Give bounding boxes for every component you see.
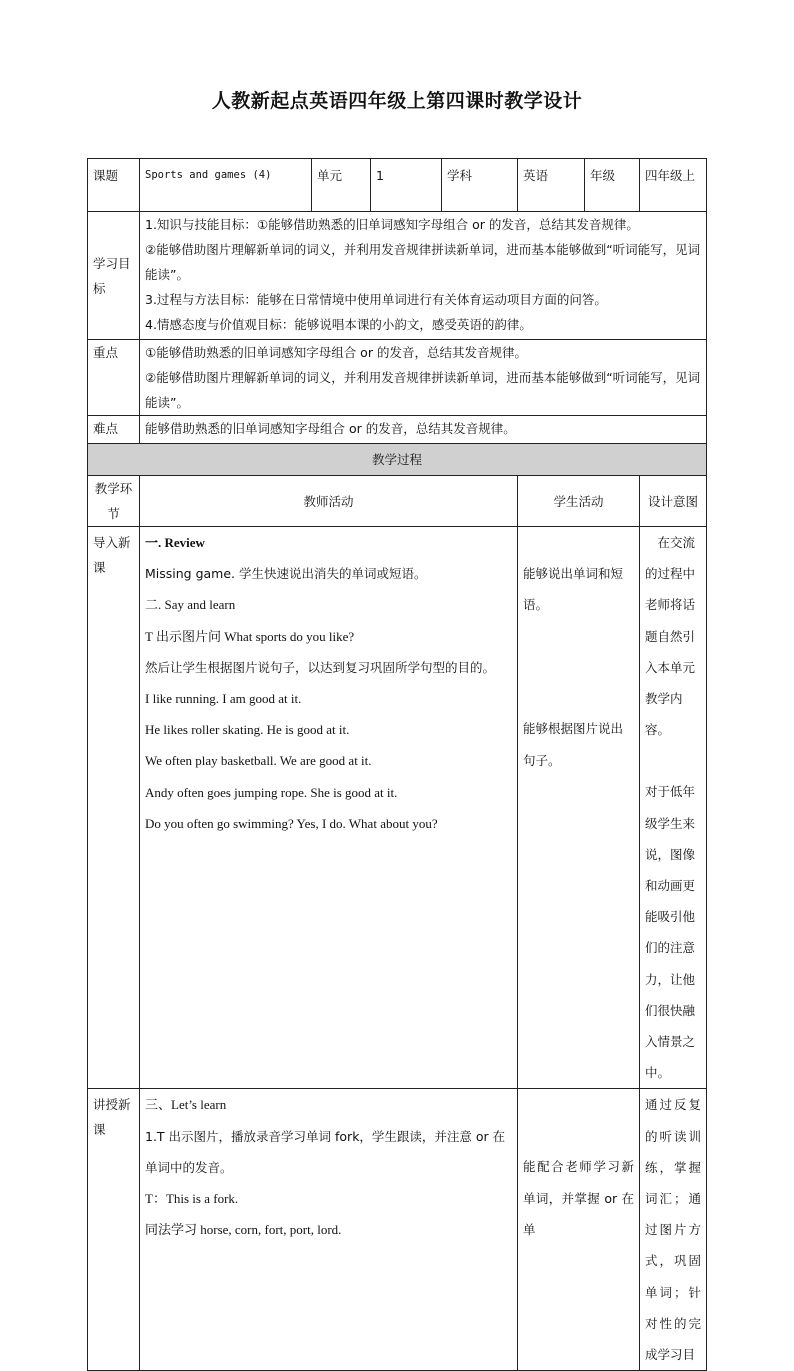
- teacher-line: Missing game. 学生快速说出消失的单词或短语。: [145, 566, 427, 582]
- process-title: 教学过程: [88, 444, 707, 476]
- process-row-intro: [88, 527, 707, 1089]
- intent-note: 对于低年级学生来说，图像和动画更能吸引他们的注意力，让他们很快融入情景之中。: [645, 784, 696, 1081]
- col-header-teacher: 教师活动: [140, 476, 518, 527]
- teacher-line: T：This is a fork.: [145, 1191, 239, 1207]
- teacher-line: Andy often goes jumping rope. She is good at it.: [145, 784, 398, 800]
- key-points-label: 重点: [88, 340, 140, 416]
- col-header-intent: 设计意图: [640, 476, 707, 527]
- page-title: 人教新起点英语四年级上第四课时教学设计: [211, 90, 583, 112]
- key-points-row: [88, 340, 707, 416]
- teacher-line: 三、Let’s learn: [145, 1097, 227, 1113]
- header-row: [88, 159, 707, 212]
- teacher-activity-intro: [140, 527, 518, 1089]
- unit-value: 1: [371, 159, 442, 212]
- key-point-line: ①能够借助熟悉的旧单词感知字母组合 or 的发音，总结其发音规律。: [145, 345, 527, 360]
- teacher-activity-new: [140, 1089, 518, 1371]
- teacher-line: 二. Say and learn: [145, 597, 236, 613]
- student-note: 能够说出单词和短语。: [523, 566, 624, 613]
- process-title-row: [88, 444, 707, 476]
- topic-value: Sports and games (4): [140, 159, 312, 212]
- difficulty-text: 能够借助熟悉的旧单词感知字母组合 or 的发音，总结其发音规律。: [140, 416, 707, 444]
- intent-note: 在交流的过程中老师将话题自然引入本单元教学内容。: [645, 535, 696, 738]
- stage-new: 讲授新课: [88, 1089, 140, 1371]
- difficulty-row: [88, 416, 707, 444]
- teacher-line: 同法学习 horse, corn, fort, port, lord.: [145, 1222, 342, 1238]
- subject-value: 英语: [518, 159, 585, 212]
- difficulty-label: 难点: [88, 416, 140, 444]
- col-header-stage: 教学环节: [88, 476, 140, 527]
- student-note: 能够根据图片说出句子。: [523, 721, 624, 768]
- lesson-plan-table: [87, 158, 707, 1371]
- topic-label: 课题: [88, 159, 140, 212]
- col-header-student: 学生活动: [518, 476, 640, 527]
- objectives-content: [140, 212, 707, 340]
- key-point-line: ②能够借助图片理解新单词的词义，并利用发音规律拼读新单词，进而基本能够做到“听词能写，见词能读”。: [145, 370, 701, 410]
- process-row-new: [88, 1089, 707, 1371]
- teacher-line: T 出示图片问 What sports do you like?: [145, 628, 355, 644]
- objectives-label: 学习目标: [88, 212, 140, 340]
- process-header-row: [88, 476, 707, 527]
- teacher-line: 1.T 出示图片，播放录音学习单词 fork，学生跟读，并注意 or 在单词中的发音。: [145, 1128, 506, 1175]
- intent-intro: [640, 527, 707, 1089]
- stage-intro: 导入新课: [88, 527, 140, 1089]
- student-activity-intro: [518, 527, 640, 1089]
- unit-label: 单元: [312, 159, 371, 212]
- student-note: 能配合老师学习新单词，并掌握 or 在单: [523, 1159, 634, 1237]
- teacher-line: Do you often go swimming? Yes, I do. What about you?: [145, 815, 438, 831]
- subject-label: 学科: [442, 159, 518, 212]
- intent-new: [640, 1089, 707, 1371]
- grade-value: 四年级上: [640, 159, 707, 212]
- grade-label: 年级: [585, 159, 640, 212]
- objective-line: 1.知识与技能目标：①能够借助熟悉的旧单词感知字母组合 or 的发音，总结其发音规律。: [145, 217, 639, 232]
- teacher-line: 一. Review: [145, 535, 205, 550]
- teacher-line: We often play basketball. We are good at it.: [145, 753, 372, 769]
- teacher-line: 然后让学生根据图片说句子，以达到复习巩固所学句型的目的。: [145, 659, 496, 675]
- objective-line: ②能够借助图片理解新单词的词义，并利用发音规律拼读新单词，进而基本能够做到“听词能写，见词能读”。: [145, 242, 701, 282]
- key-points-content: [140, 340, 707, 416]
- intent-note: 通过反复的听读训练，掌握词汇；通过图片方式，巩固单词；针对性的完成学习目: [645, 1097, 701, 1363]
- teacher-line: He likes roller skating. He is good at it.: [145, 722, 350, 738]
- objectives-row: [88, 212, 707, 340]
- student-activity-new: [518, 1089, 640, 1371]
- objective-line: 4.情感态度与价值观目标：能够说唱本课的小韵文，感受英语的韵律。: [145, 317, 532, 332]
- objective-line: 3.过程与方法目标：能够在日常情境中使用单词进行有关体育运动项目方面的问答。: [145, 292, 607, 307]
- teacher-line: I like running. I am good at it.: [145, 691, 302, 707]
